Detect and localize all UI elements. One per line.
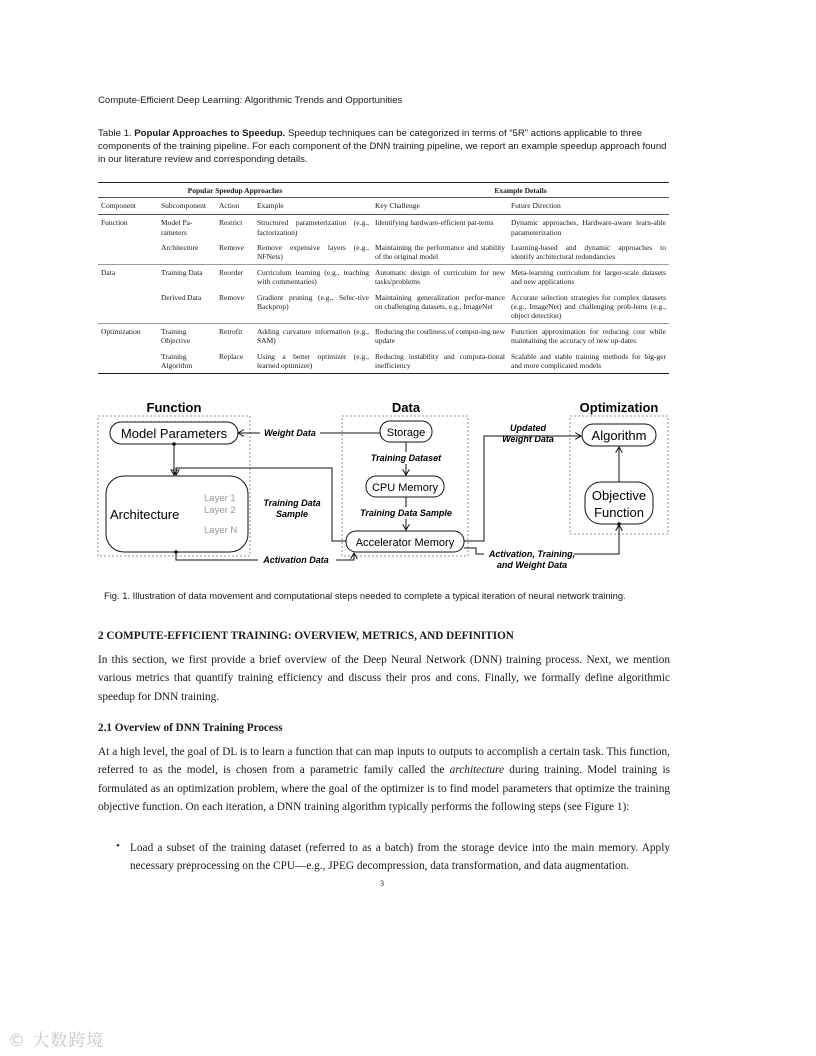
activation-training-line-1: Activation, Training, — [488, 549, 576, 559]
col-header: Key Challenge — [372, 198, 508, 215]
para-text-b: during training. Model training is formulated as an optimization problem, where the goal of the optimizer is to find model parameters that optimize the training objective function. On each iteration, a DNN training algorithm typically performs the following steps (see Figure 1): — [98, 764, 670, 814]
cell-future: Accurate selection strategies for complex datasets (e.g., ImageNet) and challenging prob-lems (e.g., object detection) — [511, 292, 667, 321]
cell-challenge: Reducing the costliness of comput-ing new update — [372, 324, 508, 349]
activation-training-line-2: and Weight Data — [496, 560, 568, 570]
cell-action: Remove — [219, 242, 244, 252]
train-sample-left-line-2: Sample — [275, 509, 309, 519]
col-header: Subcomponent — [158, 198, 216, 215]
training-dataset-label: Training Dataset — [370, 453, 442, 463]
training-data-sample-label: Training Data Sample — [360, 508, 452, 518]
speedup-table — [98, 182, 669, 374]
layer-2-label: Layer 2 — [204, 505, 236, 516]
cell-action: Restrict — [219, 218, 243, 228]
table-caption — [98, 127, 670, 166]
col-header: Component — [98, 198, 158, 215]
cell-sub: Training Data — [158, 265, 216, 290]
cell-example: Adding curvature information (e.g., SAM) — [254, 324, 372, 349]
cell-challenge: Identifying hardware-efficient pat-terns — [375, 218, 494, 228]
cell-component: Optimization — [98, 324, 158, 349]
updated-weight-line-2: Weight Data — [502, 434, 554, 444]
cell-example: Curriculum learning (e.g., teaching with commentaries) — [254, 265, 372, 290]
cell-challenge: Maintaining the performance and stability of the original model — [375, 242, 505, 262]
table-row — [98, 290, 669, 324]
train-sample-left-line-1: Training Data — [263, 498, 321, 508]
table-caption-body: Speedup techniques can be categorized in terms of “5R” actions applicable to three components of the training pipeline. For each component of the DNN training pipeline, we report an example speedup approach found in our literature review and corresponding details. — [98, 128, 667, 165]
table-row — [98, 324, 669, 349]
cell-example: Using a better optimizer (e.g., learned optimizer) — [254, 349, 372, 374]
cell-challenge: Maintaining generalization perfor-mance on challenging datasets, e.g., ImageNet — [375, 292, 505, 311]
table-row — [98, 349, 669, 374]
figure-caption: Fig. 1. Illustration of data movement and computational steps needed to complete a typical iteration of neural network training. — [104, 590, 626, 601]
cell-sub: Training Objective — [158, 324, 216, 349]
activation-dot — [174, 550, 178, 554]
running-header: Compute-Efficient Deep Learning: Algorithmic Trends and Opportunities — [98, 95, 403, 106]
table-row — [98, 215, 669, 240]
table-caption-label: Table 1. — [98, 128, 132, 139]
group-header-approaches: Popular Speedup Approaches — [98, 183, 372, 198]
watermark: © 大数跨境 — [8, 1031, 105, 1051]
updated-weight-arrow — [464, 436, 581, 541]
cell-component — [98, 290, 158, 324]
cell-action: Replace — [216, 349, 254, 374]
section-function-label: Function — [146, 400, 202, 415]
figure-1-diagram — [96, 396, 676, 576]
cell-future: Dynamic approaches, Hardware-aware learn-able parameterization — [511, 218, 667, 237]
cell-component — [98, 349, 158, 374]
para-text-a: At a high level, the goal of DL is to learn a function that can map inputs to outputs to accomplish a certain task. This function, referred to as the model, is chosen from a parametric family called the — [98, 746, 670, 777]
cpu-memory-label: CPU Memory — [371, 482, 439, 494]
cell-future: Function approximation for reducing cost while maintaining the accuracy of new up-dates — [508, 324, 669, 349]
col-header: Example — [254, 198, 372, 215]
cell-example: Gradient pruning (e.g., Selec-tive Backprop) — [257, 292, 369, 311]
cell-action: Remove — [219, 292, 244, 302]
accelerator-memory-label: Accelerator Memory — [355, 537, 455, 549]
bullet-dot: • — [116, 840, 120, 852]
cell-sub: Architecture — [161, 242, 199, 252]
cell-future: Learning-based and dynamic approaches to identify architectural redundancies — [511, 242, 667, 262]
col-header: Future Direction — [508, 198, 669, 215]
algorithm-label: Algorithm — [591, 428, 647, 443]
page-number: 3 — [380, 879, 384, 888]
storage-label: Storage — [386, 427, 426, 439]
table-row — [98, 240, 669, 265]
layer-1-label: Layer 1 — [204, 493, 236, 504]
cell-example: Structured parameterization (e.g., factorization) — [257, 218, 369, 237]
para-emphasis: architecture — [449, 764, 505, 777]
section-data-label: Data — [391, 400, 421, 415]
table-row — [98, 265, 669, 290]
cell-action: Reorder — [216, 265, 254, 290]
section-2-paragraph: In this section, we first provide a brief overview of the Deep Neural Network (DNN) training process. Next, we mention various metrics that quantify training efficiency and discuss their pros and cons. Finally, we formally define algorithmic speedup for DNN training. — [98, 654, 670, 703]
cell-component: Function — [101, 218, 128, 228]
cell-sub: Model Pa-rameters — [161, 218, 193, 237]
architecture-label: Architecture — [110, 507, 180, 522]
cell-sub: Derived Data — [161, 292, 202, 302]
group-header-details: Example Details — [372, 183, 669, 198]
activation-data-label: Activation Data — [263, 555, 329, 565]
connector-dot — [172, 442, 176, 446]
section-2-1-heading: 2.1 Overview of DNN Training Process — [98, 722, 283, 734]
table-caption-title: Popular Approaches to Speedup. — [134, 128, 286, 139]
updated-weight-line-1: Updated — [510, 423, 546, 433]
cell-sub: Training Algorithm — [158, 349, 216, 374]
objective-line-2: Function — [594, 505, 644, 520]
objective-line-1: Objective — [591, 488, 647, 503]
connector-dot — [617, 522, 621, 526]
weight-data-label: Weight Data — [264, 428, 316, 438]
bullet-item: Load a subset of the training dataset (referred to as a batch) from the storage device into the main memory. Apply necessary preprocessing on the CPU—e.g., JPEG decompression, data transformation, and data augmentation. — [130, 842, 670, 873]
cell-future: Scalable and stable training methods for big-ger and more complicated models — [508, 349, 669, 374]
section-2-1-paragraph — [98, 743, 670, 817]
section-2-heading: 2 COMPUTE-EFFICIENT TRAINING: OVERVIEW, METRICS, AND DEFINITION — [98, 630, 514, 642]
cell-future: Meta-learning curriculum for larger-scale datasets and new applications — [508, 265, 669, 290]
cell-challenge: Automatic design of curriculum for new tasks/problems — [372, 265, 508, 290]
cell-example: Remove expensive layers (e.g., NFNets) — [257, 242, 369, 262]
section-optimization-label: Optimization — [579, 400, 659, 415]
model-parameters-label: Model Parameters — [120, 426, 228, 441]
cell-action: Retrofit — [216, 324, 254, 349]
cell-component: Data — [98, 265, 158, 290]
col-header: Action — [216, 198, 254, 215]
layer-n-label: Layer N — [204, 525, 238, 536]
cell-component — [98, 240, 158, 265]
cell-challenge: Reducing instability and computa-tional inefficiency — [372, 349, 508, 374]
